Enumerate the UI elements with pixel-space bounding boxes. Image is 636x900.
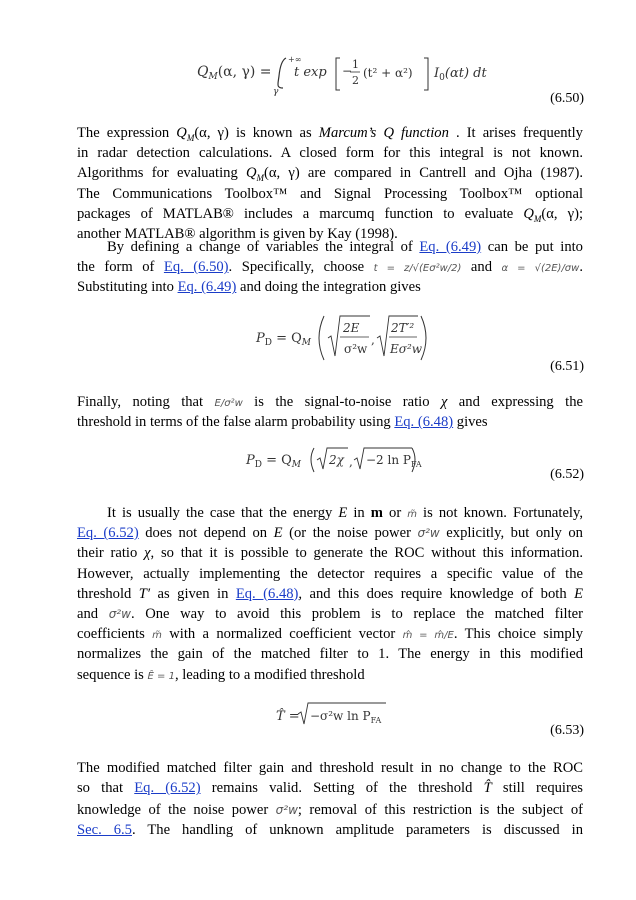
math-noise-power-b: σ²w [108, 606, 131, 621]
math-noise-power-c: σ²w [275, 803, 298, 818]
math-snr: E/σ²w [214, 398, 243, 409]
math-alpha-substitution: α = √(2E)/σw [501, 263, 580, 275]
link-eq-6-52[interactable]: Eq. (6.52) [77, 525, 139, 542]
math-m-hat: m̃ [152, 630, 162, 642]
paragraph-unknown-energy: It is usually the case that the energy E in m or m̃ is not known. Fortunately, Eq. (6.52) does not depend on E (or the noise power σ²w explicitly, but only on their ratio χ, so that it is possible to generate the ROC without this information. However, actually implementing the detector requires a specific value of the threshold T′ as given in Eq. (6.48), and this does require knowledge of both E and σ²w. One way to avoid this problem is to replace the matched filter coefficients m̃ with a normalized coefficient vector m̂ = m̂/E. This choice simply normalizes the gain of the matched filter to 1. The energy in this modified sequence is Ê = 1, leading to a modified threshold [77, 505, 583, 683]
math-t-substitution: t = z/√(Eσ²w/2) [373, 263, 462, 275]
svg-text:QM(α, γ) =: $Q_M(\alpha$, γ) = [197, 64, 272, 82]
svg-text:PD = QM: $P_D = Q_M$ [256, 331, 312, 348]
equation-6-52 [0, 440, 636, 490]
equation-number: (6.50) [550, 91, 584, 106]
svg-text:,: , [371, 333, 375, 347]
link-eq-6-48[interactable]: Eq. (6.48) [394, 414, 454, 431]
equation-6-50-graphic [0, 46, 636, 100]
math-noise-power: σ²w [417, 526, 440, 541]
paragraph-marcum-q: The expression $Q_M(\alpha$, γ) is known as Marcum’s Q function . It arises frequently in radar detection calculations. A closed form for this integral is not known. Algorithms for evaluating $Q_M(\alpha$, γ) are compared in Cantrell and Ojha (1987). The Communications Toolbox™ and Signal Processing Toolbox™ optional packages of MATLAB® includes a marcumq function to evaluate $Q_M(\alpha$, γ); another MATLAB® algorithm is given by Kay (1998). [77, 125, 583, 242]
equation-6-51 [0, 308, 636, 378]
svg-text:2χ: 2χ [329, 453, 344, 467]
svg-text:σ²w: σ²w [344, 342, 368, 356]
link-eq-6-49[interactable]: Eq. (6.49) [419, 239, 482, 255]
svg-text:,: , [349, 455, 353, 469]
math-energy-one: Ê = 1 [147, 670, 175, 682]
equation-6-53 [0, 696, 636, 746]
link-eq-6-52-b[interactable]: Eq. (6.52) [134, 780, 201, 797]
link-eq-6-48-b[interactable]: Eq. (6.48) [235, 585, 299, 602]
svg-text:−2 ln PFA: −2 $\ln P_{FA}$ [366, 453, 422, 469]
equation-number: (6.51) [550, 359, 584, 374]
svg-text:(t² + α²): (t² + α²) [363, 66, 413, 80]
svg-text:I0(αt) dt: $I_0(\alpha t)$ dt [434, 66, 487, 83]
svg-text:PD = QM: $P_D = Q_M$ [246, 453, 302, 470]
link-eq-6-50[interactable]: Eq. (6.50) [163, 259, 229, 276]
svg-text:2: 2 [352, 74, 359, 87]
svg-text:+∞: +∞ [288, 55, 302, 64]
equation-6-52-graphic [0, 440, 636, 480]
math-normalized-m: m̂ = m̂/E [402, 630, 454, 642]
equation-6-51-graphic [0, 308, 636, 368]
equation-number: (6.52) [550, 467, 584, 482]
svg-text:T̂ =: T̂ = [276, 709, 300, 724]
svg-text:−σ²w ln PFA: −σ²w $\ln P_{FA}$ [310, 709, 382, 725]
svg-text:Eσ²w: Eσ²w [390, 342, 423, 356]
math-m-vector: m̃ [407, 509, 417, 520]
link-sec-6-5[interactable]: Sec. 6.5 [77, 822, 132, 839]
svg-text:t exp: t exp [294, 65, 327, 80]
link-eq-6-49-b[interactable]: Eq. (6.49) [177, 279, 237, 296]
svg-text:2E: 2E [343, 321, 360, 335]
equation-6-53-graphic [0, 696, 636, 736]
svg-text:−: − [342, 64, 353, 78]
paragraph-modified-threshold: The modified matched filter gain and threshold result in no change to the ROC so that Eq. (6.52) remains valid. Setting of the threshold T̂ still requires knowledge of the noise power σ²w; removal of this restriction is the subject of Sec. 6.5. The handling of unknown amplitude parameters is discussed in [77, 760, 583, 839]
equation-number: (6.53) [550, 723, 584, 738]
paragraph-change-of-variables: By defining a change of variables the integral of Eq. (6.49) can be put into the form of Eq. (6.50). Specifically, choose t = z/√(Eσ²w/2) and α = √(2E)/σw. Substituting into Eq. (6.49) and doing the integration gives [77, 239, 583, 296]
paragraph-snr: Finally, noting that E/σ²w is the signal-to-noise ratio χ and expressing the threshold in terms of the false alarm probability using Eq. (6.48) gives [77, 394, 583, 431]
svg-text:γ: γ [273, 87, 279, 97]
svg-text:1: 1 [352, 58, 359, 71]
svg-text:2T′²: 2T′² [391, 321, 415, 335]
equation-6-50 [0, 46, 636, 106]
